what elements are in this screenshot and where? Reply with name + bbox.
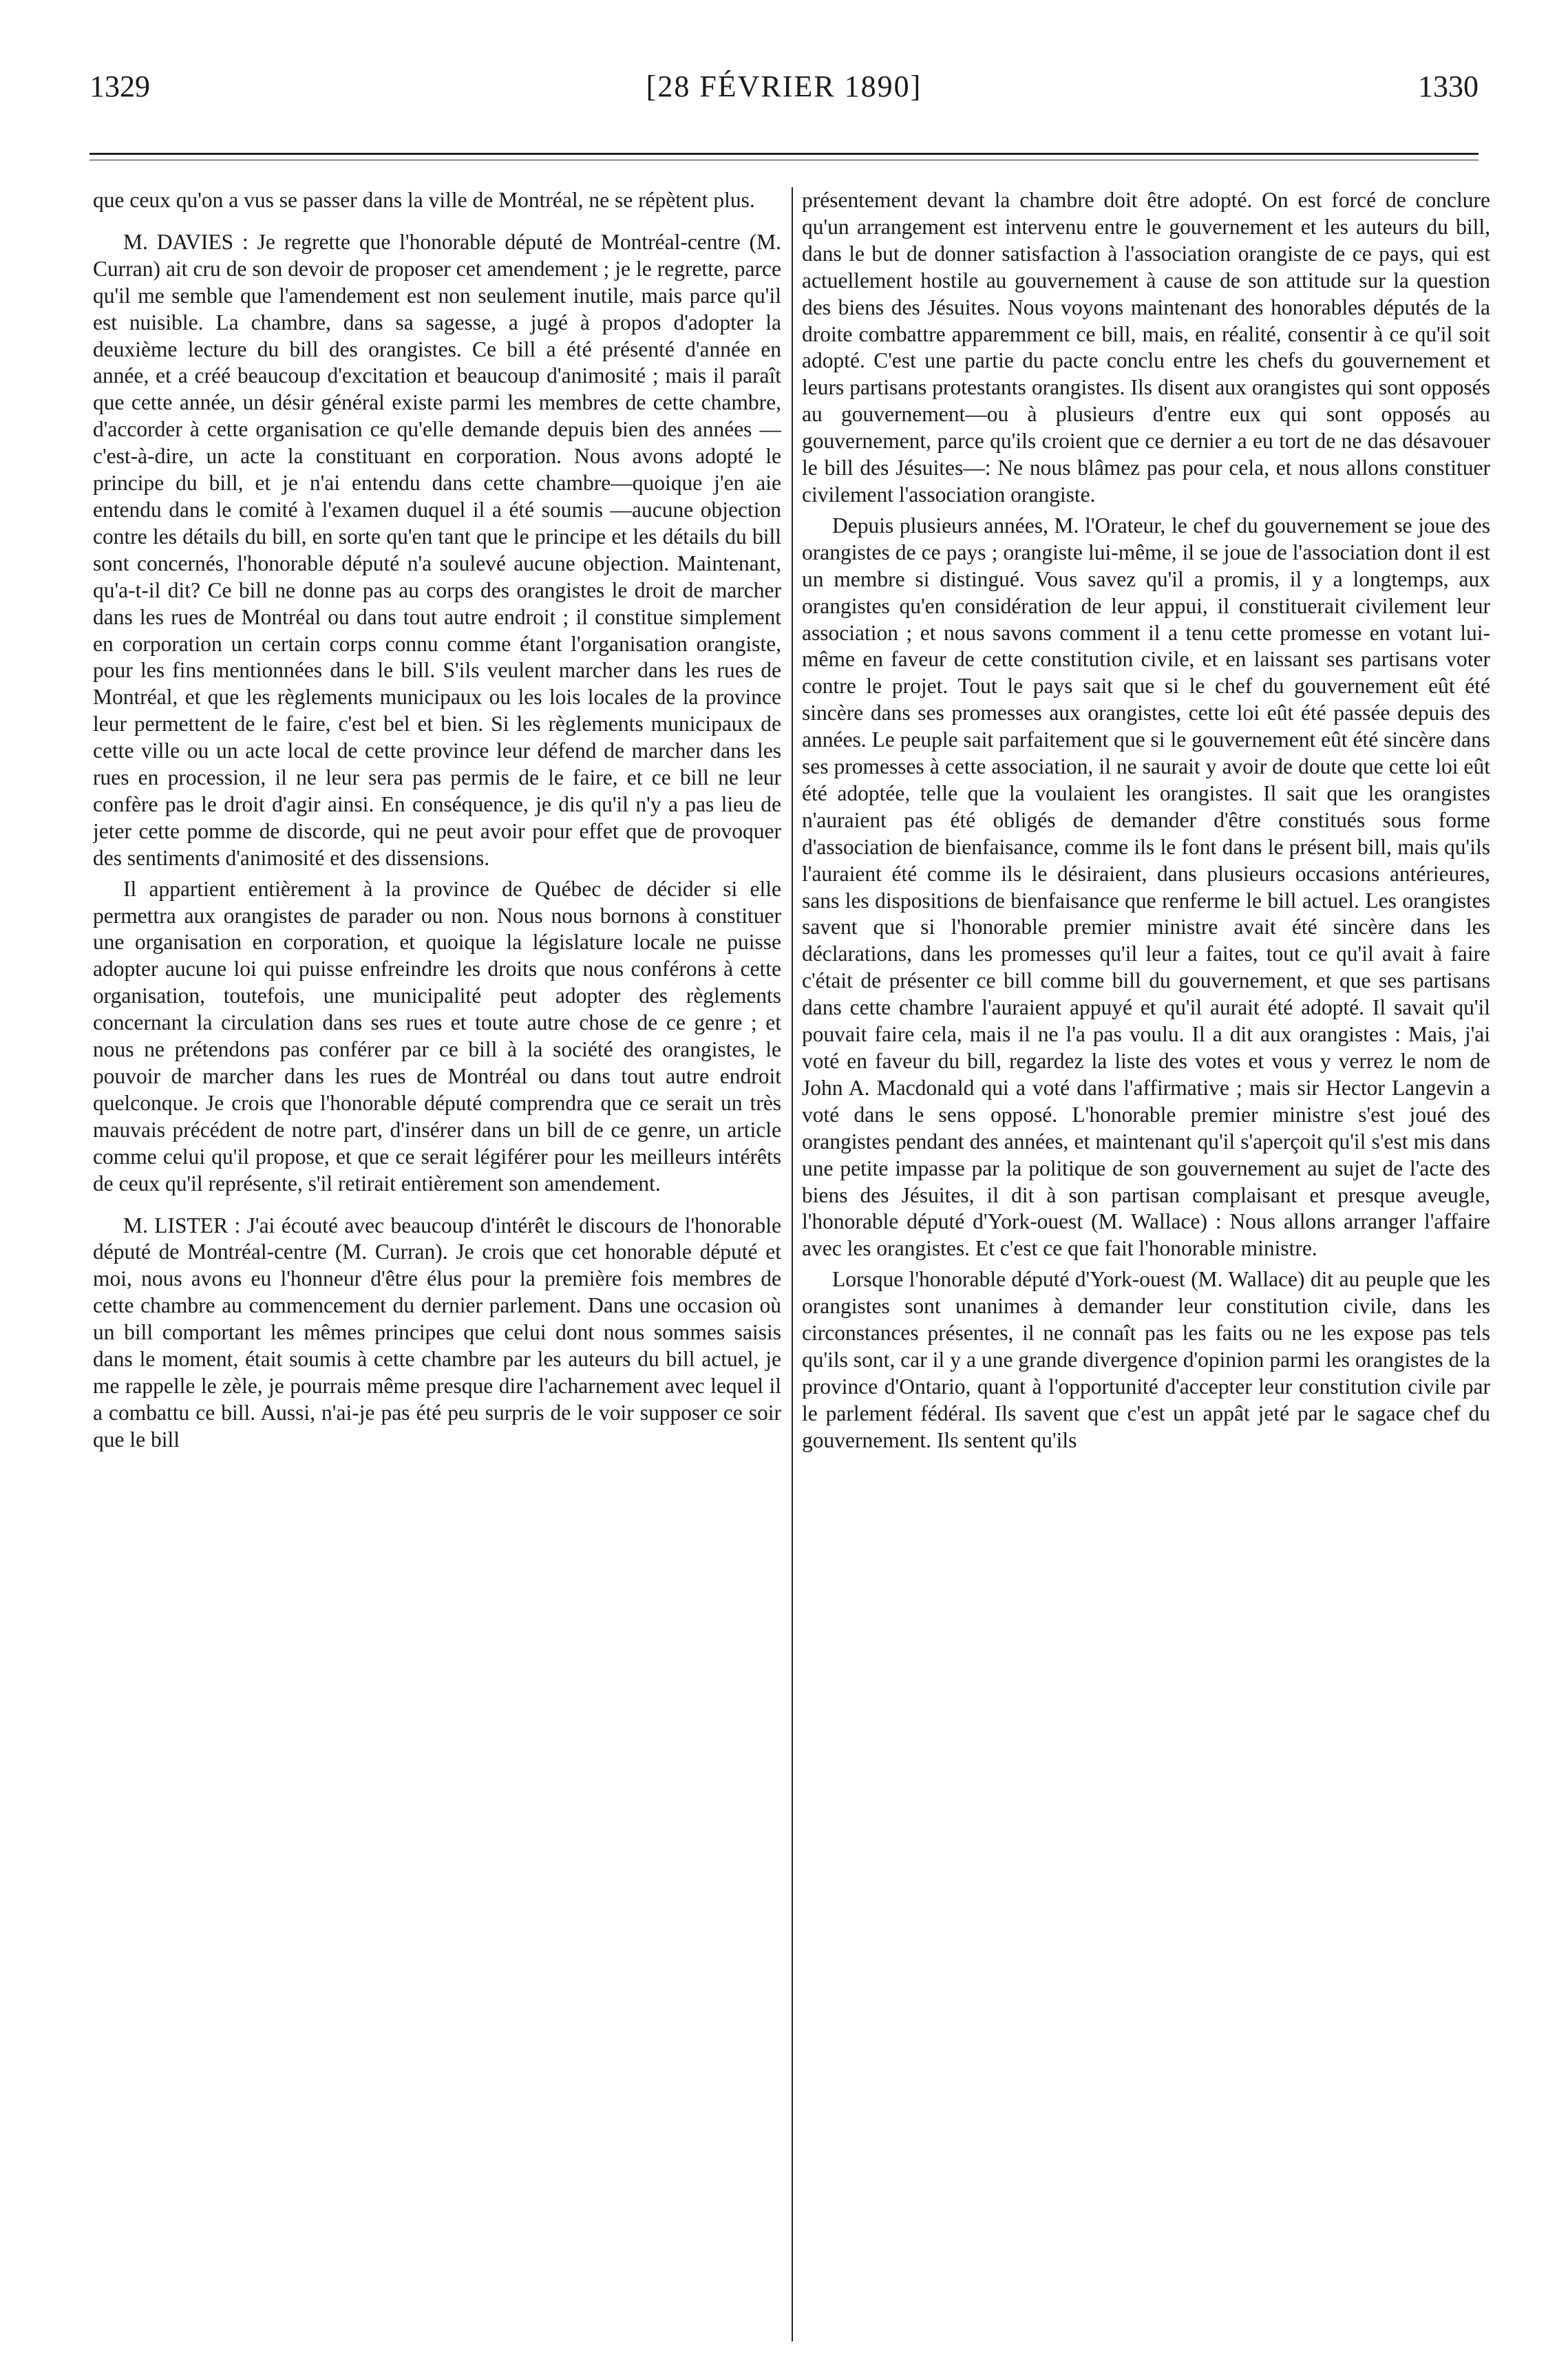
paragraph: M. LISTER : J'ai écouté avec beaucoup d'intérêt le discours de l'honorable député de Montréal-centre (M. Curran). Je crois que cet honorable député et moi, nous avons eu l'honneur d'être élus pour la première fois membres de cette chambre au commencement du dernier parlement. Dans une occasion où un bill comportant les mêmes principes que celui dont nous sommes saisis dans le moment, était soumis à cette chambre par les auteurs du bill actuel, je me rappelle le zèle, je pourrais même presque dire l'acharnement avec lequel il a combattu ce bill. Aussi, n'ai-je pas été peu surpris de le voir supposer ce soir que le bill [93,1213,781,1452]
paragraph: Il appartient entièrement à la province de Québec de décider si elle permettra aux orangistes de parader ou non. Nous nous bornons à constituer une organisation en corporation, et quoique la législature locale ne puisse adopter aucune loi qui puisse enfreindre les droits que nous conférons à cette organisation, toutefois, une municipalité peut adopter des règlements concernant la circulation dans ses rues et toute autre chose de ce genre ; et nous ne prétendons pas conférer par ce bill à la société des orangistes, le pouvoir de marcher dans les rues de Montréal ou dans tout autre endroit quelconque. Je crois que l'honorable député comprendra que ce serait un très mauvais précédent de notre part, d'insérer dans un bill de ce genre, un article comme celui qu'il propose, et que ce serait légiférer pour les meilleurs intérêts de ceux qu'il représente, s'il retirait entièrement son amendement. [93,876,781,1196]
paragraph: M. DAVIES : Je regrette que l'honorable député de Montréal-centre (M. Curran) ait cru de son devoir de proposer cet amendement ; je le regrette, parce qu'il me semble que l'amendement est non seulement inutile, mais parce qu'il est nuisible. La chambre, dans sa sagesse, a jugé à propos d'adopter la deuxième lecture du bill des orangistes. Ce bill a été présenté d'année en année, et a créé beaucoup d'excitation et beaucoup d'animosité ; mais il paraît que cette année, un désir général existe parmi les membres de cette chambre, d'accorder à cette organisation ce qu'elle demande depuis bien des années —c'est-à-dire, un acte la constituant en corporation. Nous avons adopté le principe du bill, et je n'ai entendu dans cette chambre—quoique j'en aie entendu dans le comité à l'examen duquel il a été soumis —aucune objection contre les détails du bill, en sorte qu'en tant que le principe et les détails du bill sont concernés, l'honorable député n'a soulevé aucune objection. Maintenant, qu'a-t-il dit? Ce bill ne donne pas au corps des orangistes le droit de marcher dans les rues de Montréal ou dans tout autre endroit ; il constitue simplement en corporation un certain corps connu comme étant l'organisation orangiste, pour les fins mentionnées dans le bill. S'ils veulent marcher dans les rues de Montréal, et que les règlements municipaux ou les lois locales de la province leur permettent de le faire, c'est bel et bien. Si les règlements municipaux de cette ville ou un acte local de cette province leur défend de marcher dans les rues en procession, il ne leur sera pas permis de le faire, et ce bill ne leur confère pas le droit d'agir ainsi. En conséquence, je dis qu'il n'y a pas lieu de jeter cette pomme de discorde, qui ne peut avoir pour effet que de provoquer des sentiments d'animosité et des dissensions. [93,229,781,870]
page-number-right: 1330 [1418,70,1479,103]
right-column [802,187,1490,2341]
page-number-left: 1329 [89,70,150,103]
left-column [93,187,781,2341]
paragraph: que ceux qu'on a vus se passer dans la ville de Montréal, ne se répètent plus. [93,188,755,212]
header-date: [28 FÉVRIER 1890] [646,70,922,103]
paragraph: Depuis plusieurs années, M. l'Orateur, le chef du gouvernement se joue des orangistes de ce pays ; orangiste lui-même, il se joue de l'association dont il est un membre si distingué. Vous savez qu'il a promis, il y a longtemps, aux orangistes qu'en considération de leur appui, il constituerait civilement leur association ; et nous savons comment il a tenu cette promesse en votant lui-même en faveur de cette constitution civile, et en laissant ses partisans voter contre le projet. Tout le pays sait que si le chef du gouvernement eût été sincère dans ses promesses aux orangistes, cette loi eût été passée depuis des années. Le peuple sait parfaitement que si le gouvernement eût été sincère dans ses promesses à cette association, il ne saurait y avoir de doute que cette loi eût été adoptée, telle que la voulaient les orangistes. Il sait que les orangistes n'auraient pas été obligés de demander d'être constitués sous forme d'association de bienfaisance, comme ils le font dans le présent bill, mais qu'ils l'auraient été comme ils le désiraient, dans plusieurs occasions antérieures, sans les dispositions de bienfaisance que renferme le bill actuel. Les orangistes savent que si l'honorable premier ministre avait été sincère dans les déclarations, dans les promesses qu'il leur a faites, tout ce qu'il avait à faire c'était de présenter ce bill comme bill du gouvernement, et que ses partisans dans cette chambre l'auraient appuyé et qu'il aurait été adopté. Il savait qu'il pouvait faire cela, mais il ne l'a pas voulu. Il a dit aux orangistes : Mais, j'ai voté en faveur du bill, regardez la liste des votes et vous y verrez le nom de John A. Macdonald qui a voté dans l'affirmative ; mais sir Hector Langevin a voté dans le sens opposé. L'honorable premier ministre s'est joué des orangistes pendant des années, et maintenant qu'il s'aperçoit qu'il s'est mis dans une petite impasse par la politique de son gouvernement au sujet de l'acte des biens des Jésuites, il dit à son partisan complaisant et presque aveugle, l'honorable député d'York-ouest (M. Wallace) : Nous allons arranger l'affaire avec les orangistes. Et c'est ce que fait l'honorable ministre. [802,513,1490,1261]
paragraph: présentement devant la chambre doit être adopté. On est forcé de conclure qu'un arrangement est intervenu entre le gouvernement et les auteurs du bill, dans le but de donner satisfaction à l'association orangiste de ce pays, qui est actuellement hostile au gouvernement à cause de son attitude sur la question des biens des Jésuites. Nous voyons maintenant des honorables députés de la droite combattre apparemment ce bill, mais, en réalité, consentir à ce qu'il soit adopté. C'est une partie du pacte conclu entre les chefs du gouvernement et leurs partisans protestants orangistes. Ils disent aux orangistes qui sont opposés au gouvernement—ou à plusieurs d'entre eux qui sont opposés au gouvernement, parce qu'ils croient que ce dernier a eu tort de ne das désavouer le bill des Jésuites—: Ne nous blâmez pas pour cela, et nous allons constituer civilement l'association orangiste. [802,188,1490,507]
paragraph: Lorsque l'honorable député d'York-ouest (M. Wallace) dit au peuple que les orangistes sont unanimes à demander leur constitution civile, dans les circonstances présentes, il ne connaît pas les faits ou ne les expose pas tels qu'ils sont, car il y a une grande divergence d'opinion parmi les orangistes de la province d'Ontario, quant à l'opportunité d'accepter leur constitution civile par le parlement fédéral. Ils savent que c'est un appât jeté par le sagace chef du gouvernement. Ils sentent qu'ils [802,1267,1490,1452]
column-divider [792,187,793,2341]
running-header [89,69,1479,117]
header-rule-thick [89,153,1479,155]
